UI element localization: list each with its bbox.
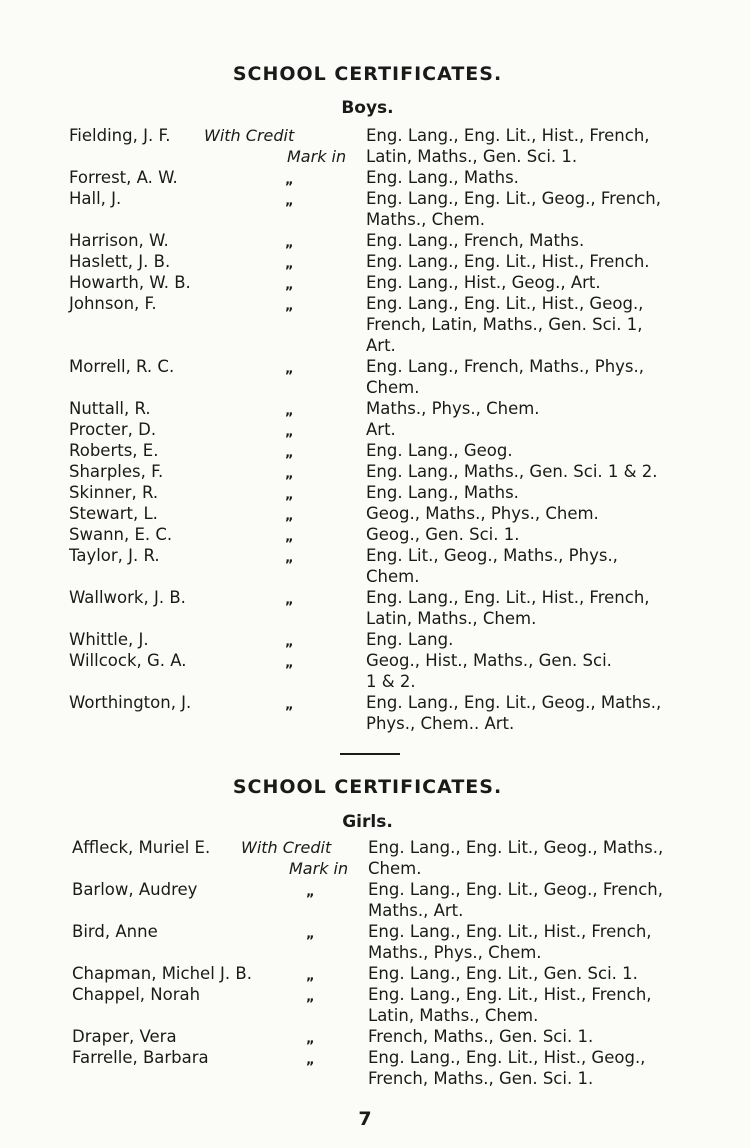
student-name: Bird, Anne [72, 922, 158, 941]
ditto-mark: „ [285, 362, 294, 377]
student-name: Wallwork, J. B. [69, 588, 186, 607]
subject-line: Art. [366, 336, 396, 355]
subject-line: Eng. Lang., Eng. Lit., Geog., Maths., [368, 838, 664, 857]
ditto-mark: „ [285, 299, 294, 314]
with-credit-label: With Credit [241, 838, 332, 857]
student-name: Willcock, G. A. [69, 651, 187, 670]
subject-line: Chem. [368, 859, 422, 878]
subject-line: Eng. Lang., Eng. Lit., Gen. Sci. 1. [368, 964, 638, 983]
student-name: Morrell, R. C. [69, 357, 175, 376]
subject-line: Eng. Lang., French, Maths. [366, 231, 585, 250]
student-name: Chappel, Norah [72, 985, 201, 1004]
ditto-mark: „ [285, 173, 294, 188]
ditto-mark: „ [285, 236, 294, 251]
girls-subheading: Girls. [342, 812, 393, 832]
ditto-mark: „ [285, 278, 294, 293]
ditto-mark: „ [285, 551, 294, 566]
student-name: Skinner, R. [69, 483, 159, 502]
student-name: Sharples, F. [69, 462, 164, 481]
student-name: Stewart, L. [69, 504, 158, 523]
student-name: Haslett, J. B. [69, 252, 171, 271]
ditto-mark: „ [285, 194, 294, 209]
subject-line: Maths., Chem. [366, 210, 486, 229]
subject-line: Latin, Maths., Gen. Sci. 1. [366, 147, 578, 166]
subject-line: Eng. Lang., Eng. Lit., Hist., French, [366, 588, 650, 607]
subject-line: Eng. Lit., Geog., Maths., Phys., [366, 546, 618, 565]
subject-line: 1 & 2. [366, 672, 416, 691]
subject-line: Eng. Lang., Eng. Lit., Hist., Geog., [366, 294, 644, 313]
subject-line: Eng. Lang., Hist., Geog., Art. [366, 273, 601, 292]
student-name: Whittle, J. [69, 630, 149, 649]
mark-in-label: Mark in [289, 859, 349, 878]
subject-line: Art. [366, 420, 396, 439]
mark-in-label: Mark in [287, 147, 347, 166]
student-name: Nuttall, R. [69, 399, 151, 418]
subject-line: Eng. Lang., Eng. Lit., Hist., French, [368, 922, 652, 941]
subject-line: Maths., Phys., Chem. [366, 399, 540, 418]
ditto-mark: „ [285, 404, 294, 419]
subject-line: Eng. Lang., Eng. Lit., Geog., French, [368, 880, 663, 899]
girls-section-title: SCHOOL CERTIFICATES. [232, 776, 503, 798]
student-name: Worthington, J. [69, 693, 192, 712]
student-name: Forrest, A. W. [69, 168, 178, 187]
boys-subheading: Boys. [341, 98, 394, 118]
with-credit-label: With Credit [204, 126, 295, 145]
subject-line: Latin, Maths., Chem. [366, 609, 537, 628]
subject-line: Eng. Lang., Maths. [366, 168, 519, 187]
subject-line: Eng. Lang., Eng. Lit., Hist., Geog., [368, 1048, 646, 1067]
student-name: Farrelle, Barbara [72, 1048, 209, 1067]
ditto-mark: „ [306, 1032, 315, 1047]
subject-line: French, Maths., Gen. Sci. 1. [368, 1069, 594, 1088]
ditto-mark: „ [285, 425, 294, 440]
student-name: Roberts, E. [69, 441, 159, 460]
student-name: Harrison, W. [69, 231, 169, 250]
subject-line: Maths., Art. [368, 901, 464, 920]
section-divider [340, 753, 400, 755]
subject-line: Eng. Lang., Geog. [366, 441, 513, 460]
subject-line: Chem. [366, 567, 420, 586]
boys-section-title: SCHOOL CERTIFICATES. [232, 63, 503, 85]
student-name: Johnson, F. [69, 294, 157, 313]
subject-line: Eng. Lang., Eng. Lit., Hist., French, [368, 985, 652, 1004]
ditto-mark: „ [285, 656, 294, 671]
ditto-mark: „ [306, 969, 315, 984]
subject-line: French, Latin, Maths., Gen. Sci. 1, [366, 315, 643, 334]
subject-line: Eng. Lang., Maths. [366, 483, 519, 502]
subject-line: Chem. [366, 378, 420, 397]
student-name: Taylor, J. R. [69, 546, 160, 565]
subject-line: Geog., Hist., Maths., Gen. Sci. [366, 651, 612, 670]
student-name: Procter, D. [69, 420, 157, 439]
subject-line: Eng. Lang., Eng. Lit., Hist., French. [366, 252, 650, 271]
ditto-mark: „ [306, 927, 315, 942]
ditto-mark: „ [285, 698, 294, 713]
student-name: Howarth, W. B. [69, 273, 191, 292]
ditto-mark: „ [306, 1053, 315, 1068]
subject-line: Eng. Lang., Eng. Lit., Geog., Maths., [366, 693, 662, 712]
student-name: Chapman, Michel J. B. [72, 964, 252, 983]
student-name: Hall, J. [69, 189, 122, 208]
ditto-mark: „ [306, 990, 315, 1005]
ditto-mark: „ [285, 446, 294, 461]
subject-line: Eng. Lang., Eng. Lit., Hist., French, [366, 126, 650, 145]
subject-line: Geog., Maths., Phys., Chem. [366, 504, 599, 523]
subject-line: Phys., Chem.. Art. [366, 714, 515, 733]
ditto-mark: „ [285, 509, 294, 524]
ditto-mark: „ [306, 885, 315, 900]
subject-line: Geog., Gen. Sci. 1. [366, 525, 520, 544]
subject-line: Eng. Lang., Eng. Lit., Geog., French, [366, 189, 661, 208]
ditto-mark: „ [285, 467, 294, 482]
subject-line: Latin, Maths., Chem. [368, 1006, 539, 1025]
student-name: Swann, E. C. [69, 525, 173, 544]
page-number: 7 [358, 1108, 372, 1130]
subject-line: Maths., Phys., Chem. [368, 943, 542, 962]
student-name: Fielding, J. F. [69, 126, 171, 145]
ditto-mark: „ [285, 593, 294, 608]
ditto-mark: „ [285, 635, 294, 650]
subject-line: Eng. Lang. [366, 630, 454, 649]
subject-line: French, Maths., Gen. Sci. 1. [368, 1027, 594, 1046]
subject-line: Eng. Lang., Maths., Gen. Sci. 1 & 2. [366, 462, 658, 481]
student-name: Affleck, Muriel E. [72, 838, 211, 857]
ditto-mark: „ [285, 488, 294, 503]
ditto-mark: „ [285, 530, 294, 545]
student-name: Draper, Vera [72, 1027, 177, 1046]
subject-line: Eng. Lang., French, Maths., Phys., [366, 357, 645, 376]
student-name: Barlow, Audrey [72, 880, 198, 899]
ditto-mark: „ [285, 257, 294, 272]
